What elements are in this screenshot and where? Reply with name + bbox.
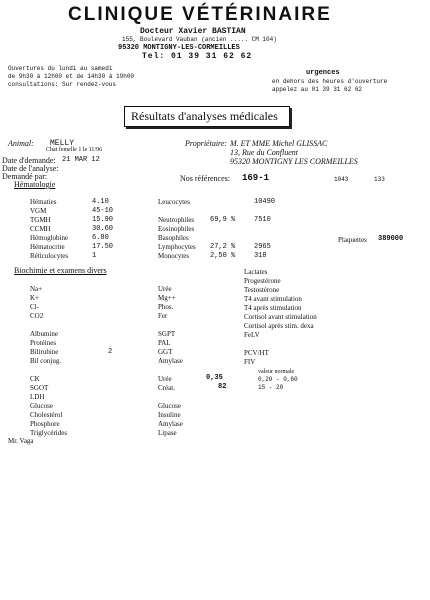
row-absolute: 7510 — [254, 216, 271, 224]
row-label: Cl- — [30, 303, 39, 311]
row-value: 30.60 — [92, 225, 114, 233]
row-label: Bilirubine — [30, 348, 59, 356]
row-label: Monocytes — [158, 252, 190, 260]
row-value: 6.80 — [92, 234, 109, 242]
row-label: PCV/HT — [244, 349, 269, 357]
hours-line-1: Ouvertures du lundi au samedi — [8, 65, 113, 72]
row-label: Bil conjug. — [30, 357, 62, 365]
requested-by-label: Demandé par: — [2, 172, 48, 181]
row-label: Glucose — [30, 402, 53, 410]
clinic-phone: Tel: 01 39 31 62 62 — [142, 52, 253, 61]
row-absolute: 10490 — [254, 198, 276, 206]
row-value: 82 — [218, 383, 227, 391]
row-label: LDH — [30, 393, 45, 401]
row-label: Cholestérol — [30, 411, 63, 419]
normal-value-label: valeur normale — [258, 369, 295, 375]
hours-line-2: de 9h30 à 12h00 et de 14h30 à 19h00 — [8, 73, 135, 80]
row-label: K+ — [30, 294, 40, 302]
row-label: Lactates — [244, 268, 268, 276]
row-label: Eosinophiles — [158, 225, 195, 233]
row-label: Albumine — [30, 330, 58, 338]
consultation-info: consultations: Sur rendez-vous — [8, 81, 117, 88]
animal-description: Chat femelle 1 le 11/96 — [46, 147, 103, 153]
row-label: Cortisol après stim. dexa — [244, 322, 314, 330]
row-label: CK — [30, 375, 40, 383]
reference-code-1: 1043 — [334, 176, 349, 183]
row-label: Hémoglobine — [30, 234, 69, 242]
row-label: PAL — [158, 339, 171, 347]
reference-code-2: 133 — [374, 176, 385, 183]
row-label: Glucose — [158, 402, 181, 410]
reference-label: Nos références: — [180, 174, 230, 183]
request-date-label: Date d'demande: — [2, 156, 56, 165]
row-label: Cortisol avant stimulation — [244, 313, 317, 321]
row-absolute: 318 — [254, 252, 267, 260]
row-label: Hématies — [30, 198, 57, 206]
reference-number: 169-1 — [242, 173, 270, 183]
platelets-label: Plaquettes — [338, 236, 367, 244]
row-label: T4 avant stimulation — [244, 295, 302, 303]
report-title-box — [124, 106, 290, 127]
urgences-line-2: appelez au 01 39 31 62 62 — [272, 86, 363, 93]
row-label: Lymphocytes — [158, 243, 196, 251]
row-label: Insuline — [158, 411, 181, 419]
platelets-value: 389000 — [378, 235, 404, 243]
row-label: Hématocrite — [30, 243, 65, 251]
clinic-city: 95320 MONTIGNY-LES-CORMEILLES — [118, 44, 240, 52]
row-value: 15.90 — [92, 216, 114, 224]
row-label: Protéines — [30, 339, 57, 347]
section-biochemistry: Biochimie et examens divers — [14, 266, 107, 275]
row-label: Testostérone — [244, 286, 280, 294]
row-label: Phos. — [158, 303, 174, 311]
owner-city: 95320 MONTIGNY LES CORMEILLES — [230, 157, 358, 166]
row-value: 0,35 — [206, 374, 223, 382]
row-label: Urée — [158, 375, 172, 383]
row-value: 1 — [92, 252, 97, 260]
row-label: CO2 — [30, 312, 44, 320]
analysis-date-label: Date de l'analyse: — [2, 164, 59, 173]
row-label: GGT — [158, 348, 173, 356]
row-label: Mg++ — [158, 294, 176, 302]
animal-name: MELLY — [50, 139, 75, 148]
row-label: CCMH — [30, 225, 51, 233]
row-label: FeLV — [244, 331, 260, 339]
row-percent: 27,2 % — [210, 243, 236, 251]
row-label: Créat. — [158, 384, 175, 392]
row-absolute: 2965 — [254, 243, 271, 251]
row-label: Fer — [158, 312, 168, 320]
animal-label: Animal: — [8, 139, 34, 148]
row-label: Triglycérides — [30, 429, 68, 437]
row-label: Lipase — [158, 429, 177, 437]
clinic-address: 155, Boulevard Vauban (ancien ..... CM 104) — [122, 36, 277, 43]
normal-value-range-2: 15 - 20 — [258, 384, 284, 391]
urgences-line-1: en dehors des heures d'ouverture — [272, 78, 388, 85]
row-label: Basophiles — [158, 234, 189, 242]
row-value: 4.10 — [92, 198, 109, 206]
report-title: Résultats d'analyses médicales — [131, 109, 278, 123]
row-label: Urée — [158, 285, 172, 293]
row-label: SGOT — [30, 384, 49, 392]
section-hematology: Hématologie — [14, 180, 56, 189]
row-value: 17.50 — [92, 243, 114, 251]
row-label: SGPT — [158, 330, 176, 338]
row-label: Amylase — [158, 420, 183, 428]
owner-name: M. ET MME Michel GLISSAC — [230, 139, 328, 148]
row-percent: 69,9 % — [210, 216, 236, 224]
row-percent: 2,50 % — [210, 252, 236, 260]
request-date: 21 MAR 12 — [62, 156, 100, 164]
urgences-title: urgences — [306, 69, 340, 77]
row-label: T4 après stimulation — [244, 304, 302, 312]
row-label: TGMH — [30, 216, 51, 224]
row-label: VGM — [30, 207, 47, 215]
row-label: Neutrophiles — [158, 216, 195, 224]
row-label: Na+ — [30, 285, 43, 293]
signature-note: Mr. Vaga — [8, 437, 34, 445]
row-label: Amylase — [158, 357, 183, 365]
owner-street: 13, Rue du Confluent — [230, 148, 298, 157]
row-value: 45-10 — [92, 207, 114, 215]
clinic-title: CLINIQUE VÉTÉRINAIRE — [68, 4, 332, 25]
row-value: 2 — [108, 348, 113, 356]
row-label: Leucocytes — [158, 198, 190, 206]
row-label: Phosphore — [30, 420, 60, 428]
row-label: FIV — [244, 358, 256, 366]
row-label: Réticulocytes — [30, 252, 69, 260]
owner-label: Propriétaire: — [185, 139, 228, 148]
row-label: Progestérone — [244, 277, 281, 285]
normal-value-range-1: 0,20 - 0,60 — [258, 376, 298, 383]
doctor-name: Docteur Xavier BASTIAN — [140, 27, 246, 36]
